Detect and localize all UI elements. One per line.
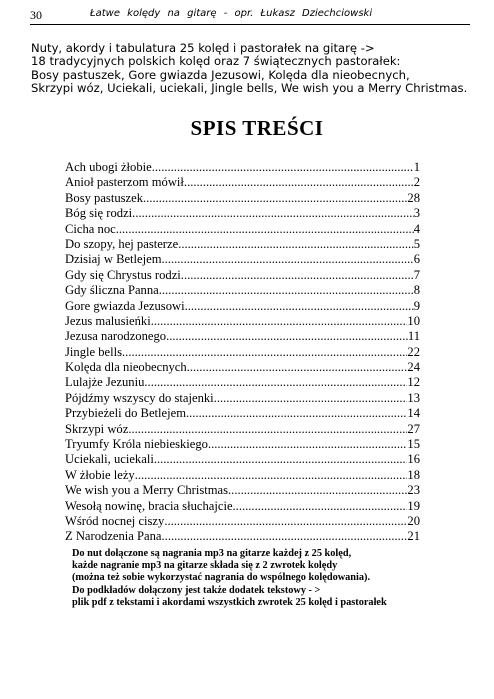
toc-leader-dots	[159, 283, 414, 298]
toc-entry-title: Do szopy, hej pasterze	[65, 236, 179, 251]
toc-leader-dots	[116, 222, 414, 237]
toc-entry-title: Skrzypi wóz	[65, 421, 129, 436]
footnote-line: każde nagranie mp3 na gitarze składa się z 2 zwrotek kolędy	[72, 560, 338, 572]
intro-line: Bosy pastuszek, Gore gwiazda Jezusowi, Kolęda dla nieobecnych,	[31, 67, 410, 82]
toc-leader-dots	[162, 529, 408, 544]
toc-entry	[65, 468, 420, 483]
toc-leader-dots	[186, 406, 407, 421]
toc-entry-title: Wśród nocnej ciszy	[65, 513, 165, 528]
intro-line: Nuty, akordy i tabulatura 25 kolęd i pastorałek na gitarę ->	[31, 41, 375, 55]
footnote-line: plik pdf z tekstami i akordami wszystkich zwrotek 25 kolęd i pastorałek	[72, 596, 387, 608]
toc-leader-dots	[143, 191, 407, 206]
footnote	[72, 548, 482, 609]
toc-leader-dots	[152, 160, 414, 175]
toc-entry-page: 18	[407, 467, 420, 482]
toc-leader-dots	[178, 237, 414, 252]
toc-entry-page: 19	[407, 498, 420, 513]
toc-entry-page: 10	[407, 313, 420, 328]
toc-entry-page: 3	[413, 206, 420, 221]
toc-entry-title: Przybieżeli do Betlejem	[65, 406, 186, 421]
toc-entry-page: 12	[407, 375, 420, 390]
toc-entry-title: Wesołą nowinę, bracia słuchajcie	[65, 498, 233, 513]
toc-entry	[65, 222, 420, 237]
toc-entry	[65, 437, 420, 452]
toc-leader-dots	[154, 452, 408, 467]
toc-leader-dots	[122, 345, 407, 360]
footnote-line: Do nut dołączone są nagrania mp3 na gitarze każdej z 25 kolęd,	[72, 548, 352, 559]
toc-entry-page: 20	[407, 513, 420, 528]
toc-entry-page: 4	[413, 221, 420, 236]
footnote-line: (można też sobie wykorzystać nagrania do wspólnego kolędowania).	[72, 572, 371, 584]
toc-entry-page: 7	[413, 267, 420, 282]
toc-leader-dots	[228, 483, 407, 498]
toc-entry-page: 27	[407, 421, 420, 436]
toc-leader-dots	[162, 252, 414, 267]
toc-entry-page: 28	[407, 190, 420, 205]
toc-entry-title: Dzisiaj w Betlejem	[65, 252, 162, 267]
toc-leader-dots	[233, 499, 408, 514]
toc-entry-title: Anioł pasterzom mówił	[65, 175, 184, 190]
toc-entry-title: Cicha noc	[65, 221, 116, 236]
toc-entry-page: 24	[407, 360, 420, 375]
toc-entry	[65, 406, 420, 421]
toc-entry	[65, 237, 420, 252]
toc-entry	[65, 175, 420, 190]
toc-entry-page: 21	[407, 529, 420, 544]
toc-entry	[65, 252, 420, 267]
toc-leader-dots	[166, 329, 408, 344]
toc-entry-title: Jezus malusieńki	[65, 313, 151, 328]
toc-entry-page: 22	[407, 344, 420, 359]
toc-entry	[65, 360, 420, 375]
running-title: Łatwe kolędy na gitarę - opr. Łukasz Dziechciowski	[90, 8, 373, 19]
toc-entry	[65, 422, 420, 437]
toc-entry	[65, 191, 420, 206]
toc-entry-title: Uciekali, uciekali	[65, 452, 154, 467]
toc-entry-page: 23	[407, 483, 420, 498]
toc-entry	[65, 329, 420, 344]
toc-entry-title: Bosy pastuszek	[65, 190, 144, 205]
intro-line: 18 tradycyjnych polskich kolęd oraz 7 świątecznych pastorałek:	[31, 54, 401, 69]
toc-entry	[65, 345, 420, 360]
table-of-contents	[65, 160, 420, 545]
toc-entry-title: Gdy śliczna Panna	[65, 283, 159, 298]
toc-entry-page: 6	[413, 252, 420, 267]
toc-entry	[65, 514, 420, 529]
intro-line: Skrzypi wóz, Uciekali, uciekali, Jingle bells, We wish you a Merry Christmas.	[31, 80, 468, 95]
intro-paragraph	[31, 42, 481, 95]
toc-leader-dots	[214, 391, 408, 406]
toc-entry-page: 13	[407, 390, 420, 405]
toc-entry-title: Jezusa narodzonego	[65, 329, 167, 344]
toc-entry-title: W żłobie leży	[65, 467, 135, 482]
toc-leader-dots	[164, 514, 407, 529]
toc-entry	[65, 529, 420, 544]
toc-entry	[65, 283, 420, 298]
toc-entry-title: We wish you a Merry Christmas	[65, 483, 229, 498]
toc-entry	[65, 268, 420, 283]
toc-entry-page: 16	[407, 452, 420, 467]
toc-entry	[65, 160, 420, 175]
toc-leader-dots	[185, 299, 414, 314]
toc-entry-page: 15	[407, 437, 420, 452]
toc-entry	[65, 391, 420, 406]
toc-leader-dots	[181, 268, 414, 283]
toc-entry-title: Ach ubogi żłobie	[65, 160, 152, 174]
toc-entry-title: Tryumfy Króla niebieskiego	[65, 437, 208, 452]
toc-entry-title: Bóg się rodzi	[65, 206, 133, 221]
toc-entry	[65, 452, 420, 467]
toc-entry-page: 9	[413, 298, 420, 313]
toc-entry-title: Gore gwiazda Jezusowi	[65, 298, 185, 313]
toc-entry-page: 11	[407, 329, 420, 344]
toc-leader-dots	[144, 375, 407, 390]
toc-title: SPIS TREŚCI	[190, 116, 324, 140]
toc-entry-title: Lulajże Jezuniu	[65, 375, 145, 390]
toc-entry-title: Pójdźmy wszyscy do stajenki	[65, 390, 214, 405]
page-number: 30	[30, 8, 42, 22]
toc-entry-page: 14	[407, 406, 420, 421]
toc-entry-title: Kolęda dla nieobecnych	[65, 360, 187, 375]
page-header	[30, 8, 470, 25]
toc-leader-dots	[135, 468, 408, 483]
toc-entry	[65, 206, 420, 221]
toc-entry-page: 1	[413, 160, 420, 174]
toc-leader-dots	[184, 175, 414, 190]
toc-leader-dots	[208, 437, 407, 452]
toc-entry-page: 8	[413, 283, 420, 298]
toc-entry	[65, 299, 420, 314]
toc-entry	[65, 499, 420, 514]
toc-entry-title: Z Narodzenia Pana	[65, 529, 162, 544]
toc-entry-title: Jingle bells	[65, 344, 123, 359]
toc-entry	[65, 314, 420, 329]
toc-leader-dots	[132, 206, 414, 221]
toc-entry	[65, 483, 420, 498]
toc-entry-title: Gdy się Chrystus rodzi	[65, 267, 181, 282]
toc-entry-page: 5	[413, 236, 420, 251]
toc-leader-dots	[151, 314, 408, 329]
toc-leader-dots	[187, 360, 408, 375]
toc-entry-page: 2	[413, 175, 420, 190]
toc-entry	[65, 375, 420, 390]
footnote-line: Do podkładów dołączony jest także dodatek tekstowy - >	[72, 584, 321, 596]
toc-leader-dots	[128, 422, 407, 437]
